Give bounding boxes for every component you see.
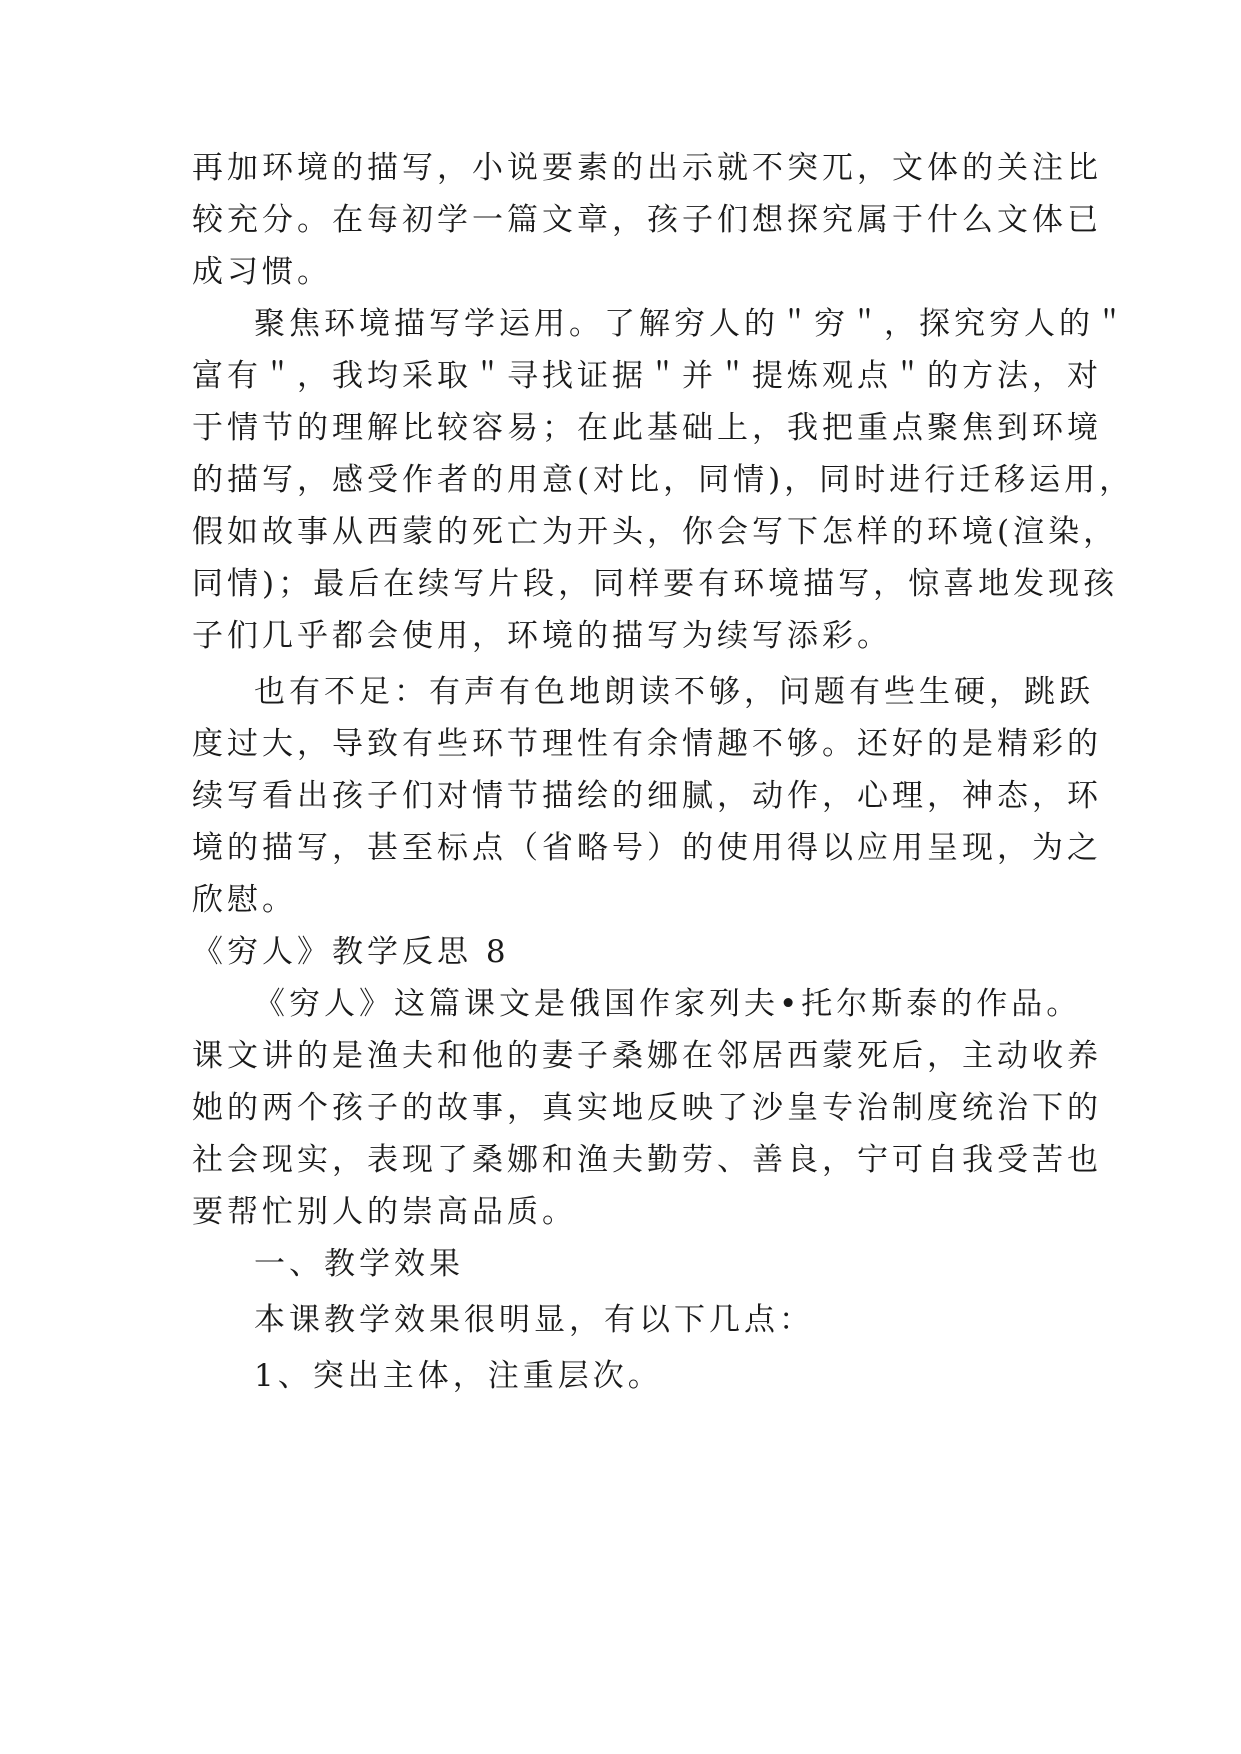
paragraph-b-line-4: 的描写，感受作者的用意(对比，同情)，同时进行迁移运用， — [192, 462, 1135, 498]
paragraph-d-line-1: 《穷人》这篇课文是俄国作家列夫•托尔斯泰的作品。 — [254, 986, 1082, 1022]
paragraph-b-line-6: 同情)；最后在续写片段，同样要有环境描写，惊喜地发现孩 — [192, 566, 1119, 602]
paragraph-a-line-2: 较充分。在每初学一篇文章，孩子们想探究属于什么文体已 — [192, 202, 1102, 238]
paragraph-c-line-4: 境的描写，甚至标点（省略号）的使用得以应用呈现，为之 — [192, 830, 1102, 866]
paragraph-c-line-3: 续写看出孩子们对情节描绘的细腻，动作，心理，神态，环 — [192, 778, 1102, 814]
paragraph-d-line-2: 课文讲的是渔夫和他的妻子桑娜在邻居西蒙死后，主动收养 — [192, 1038, 1102, 1074]
paragraph-a-line-1: 再加环境的描写，小说要素的出示就不突兀，文体的关注比 — [192, 150, 1102, 186]
paragraph-b-line-7: 子们几乎都会使用，环境的描写为续写添彩。 — [192, 618, 892, 654]
point-1: 1、突出主体，注重层次。 — [254, 1358, 663, 1394]
paragraph-b-line-5: 假如故事从西蒙的死亡为开头，你会写下怎样的环境(渲染， — [192, 514, 1119, 550]
section-title: 《穷人》教学反思 8 — [192, 934, 510, 970]
paragraph-b-line-2: 富有＂，我均采取＂寻找证据＂并＂提炼观点＂的方法，对 — [192, 358, 1102, 394]
paragraph-d-line-5: 要帮忙别人的崇高品质。 — [192, 1194, 577, 1230]
subheading-teaching-effect: 一、教学效果 — [254, 1246, 464, 1282]
paragraph-c-line-1: 也有不足：有声有色地朗读不够，问题有些生硬，跳跃 — [254, 674, 1094, 710]
paragraph-b-line-1: 聚焦环境描写学运用。了解穷人的＂穷＂，探究穷人的＂ — [254, 306, 1129, 342]
paragraph-d-line-3: 她的两个孩子的故事，真实地反映了沙皇专治制度统治下的 — [192, 1090, 1102, 1126]
intro-line: 本课教学效果很明显，有以下几点： — [254, 1302, 814, 1338]
paragraph-d-line-4: 社会现实，表现了桑娜和渔夫勤劳、善良，宁可自我受苦也 — [192, 1142, 1102, 1178]
paragraph-b-line-3: 于情节的理解比较容易；在此基础上，我把重点聚焦到环境 — [192, 410, 1102, 446]
paragraph-a-line-3: 成习惯。 — [192, 254, 332, 290]
paragraph-c-line-5: 欣慰。 — [192, 882, 297, 918]
paragraph-c-line-2: 度过大，导致有些环节理性有余情趣不够。还好的是精彩的 — [192, 726, 1102, 762]
